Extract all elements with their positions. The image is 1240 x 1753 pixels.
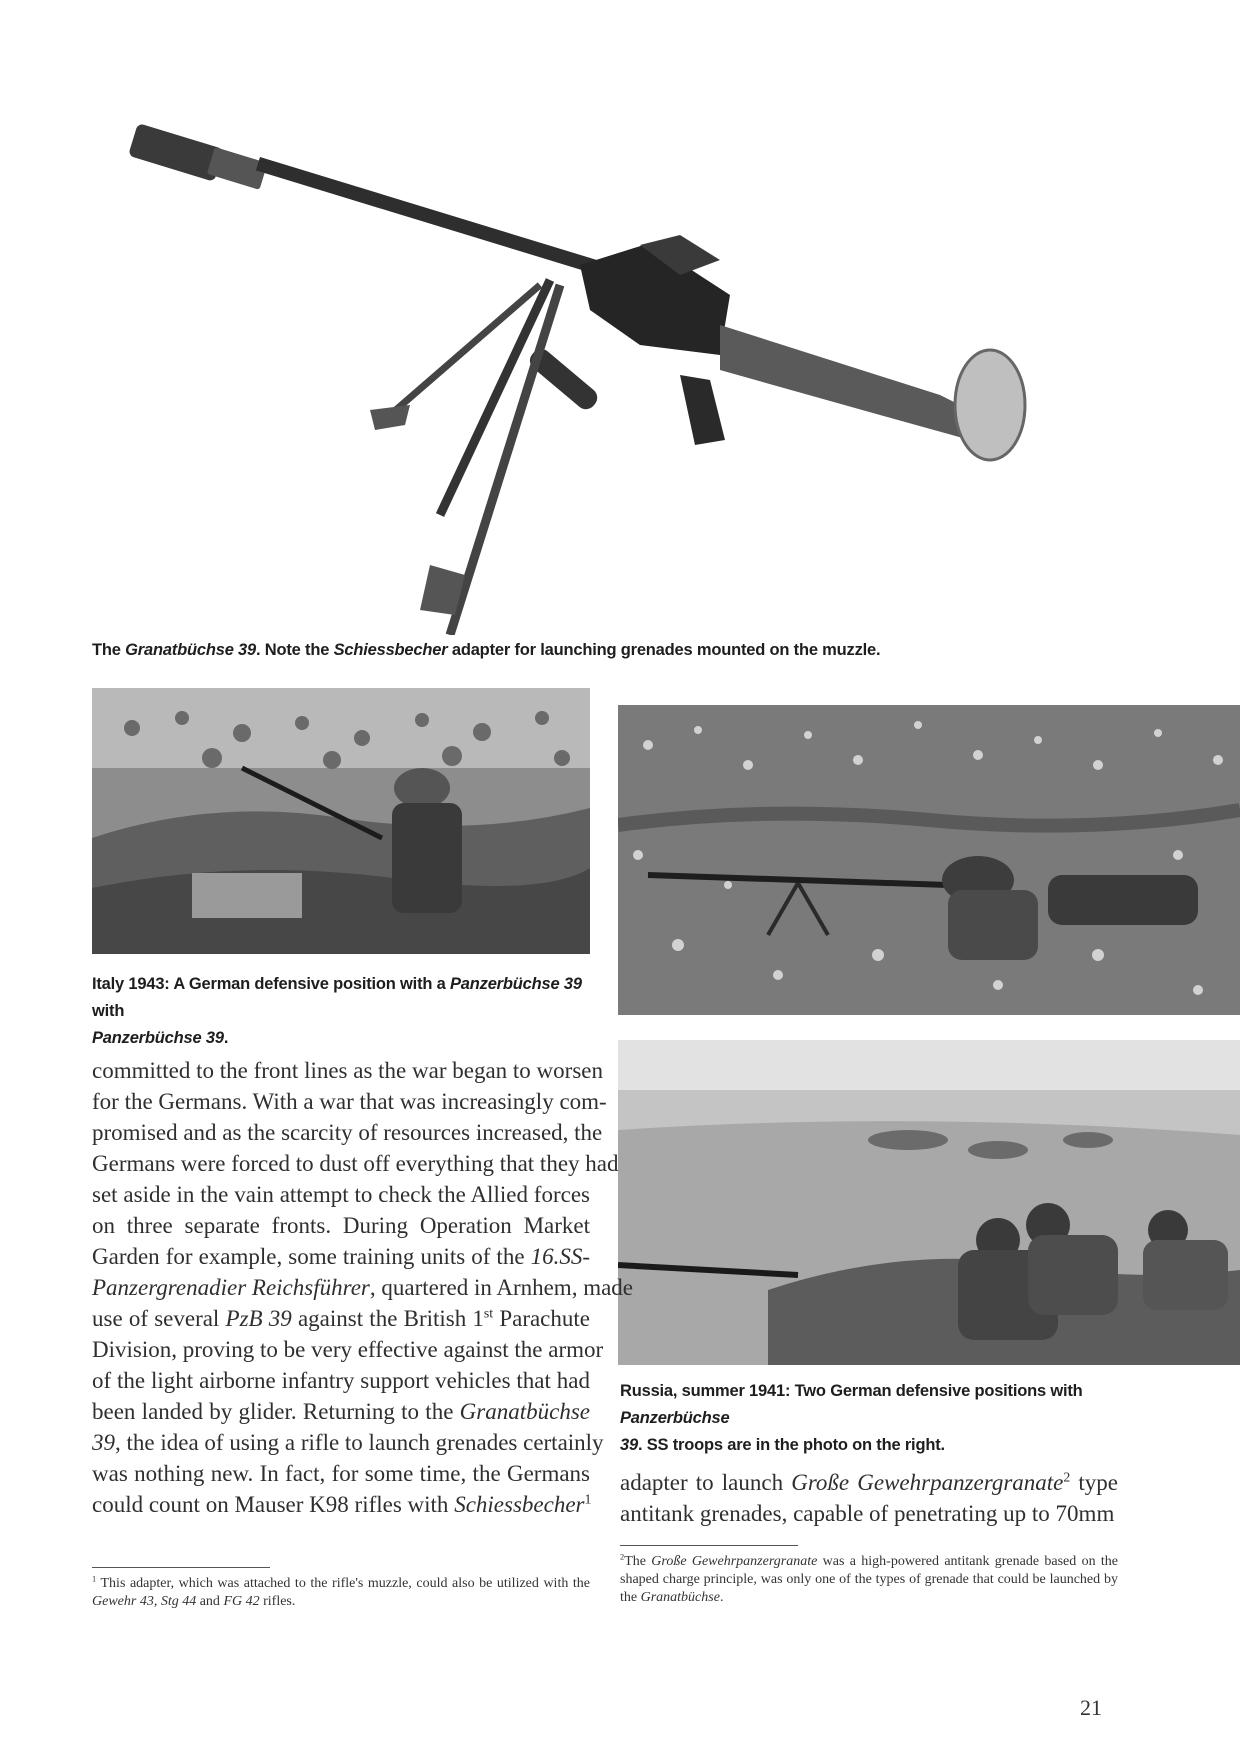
body-text-left-column [92, 1055, 634, 1520]
body-text-right-column [620, 1467, 1118, 1529]
body-line: use of several PzB 39 against the British 1st Parachute [92, 1305, 590, 1331]
footnote-1: $^1$ This adapter, which was attached to the rifle's muzzle, could also be utilized with the Gewehr 43, Stg 44 and FG 42 rifles. [92, 1574, 590, 1609]
body-line: antitank grenades, capable of penetrating up to 70mm [620, 1501, 1115, 1526]
body-line: set aside in the vain attempt to check the Allied forces [92, 1182, 590, 1207]
footnote-rule-left [92, 1567, 270, 1568]
top-photo-caption: The Granatbüchse 39. Note the Schiessbecher adapter for launching grenades mounted on the muzzle. [92, 641, 881, 659]
italy-photo-caption: Italy 1943: A German defensive position with a Panzerbüchse 39 with Panzerbüchse 39. [92, 975, 582, 1047]
page-number: 21 [1080, 1695, 1102, 1720]
russia-1941-photo-top [618, 705, 1240, 1015]
body-line: Germans were forced to dust off everything that they had [92, 1151, 619, 1176]
body-line: Garden for example, some training units of the 16.SS- [92, 1244, 590, 1269]
body-line: 39, the idea of using a rifle to launch grenades certainly [92, 1430, 604, 1455]
body-line: been landed by glider. Returning to the Granatbüchse [92, 1399, 590, 1424]
italy-1943-photo [92, 688, 590, 954]
body-line: adapter to launch Große Gewehrpanzergranate$^2$ type [620, 1469, 1118, 1495]
footnote-rule-right [620, 1545, 798, 1546]
body-line: of the light airborne infantry support vehicles that had [92, 1368, 590, 1393]
body-line: promised and as the scarcity of resources increased, the [92, 1120, 603, 1145]
russia-1941-photo-bottom [618, 1040, 1240, 1365]
footnote-2: $^2$The Große Gewehrpanzergranate was a high-powered antitank grenade based on the shaped charge principle, was only one of the types of grenade that could be launched by the Granatbüchse. [620, 1552, 1118, 1605]
russia-photo-caption: Russia, summer 1941: Two German defensive positions with Panzerbüchse 39. SS troops are in the photo on the right. [620, 1382, 1083, 1454]
body-line: on three separate fronts. During Operation Market [92, 1213, 590, 1238]
body-line: committed to the front lines as the war began to worsen [92, 1058, 603, 1083]
body-line: Division, proving to be very effective against the armor [92, 1337, 604, 1362]
body-line: could count on Mauser K98 rifles with Schiessbecher$^1$ [92, 1491, 592, 1517]
granatbuchse-photo [120, 95, 1100, 635]
body-line: for the Germans. With a war that was increasingly com- [92, 1089, 607, 1114]
body-line: Panzergrenadier Reichsführer, quartered in Arnhem, made [92, 1275, 634, 1300]
body-line: was nothing new. In fact, for some time, the Germans [92, 1461, 590, 1486]
